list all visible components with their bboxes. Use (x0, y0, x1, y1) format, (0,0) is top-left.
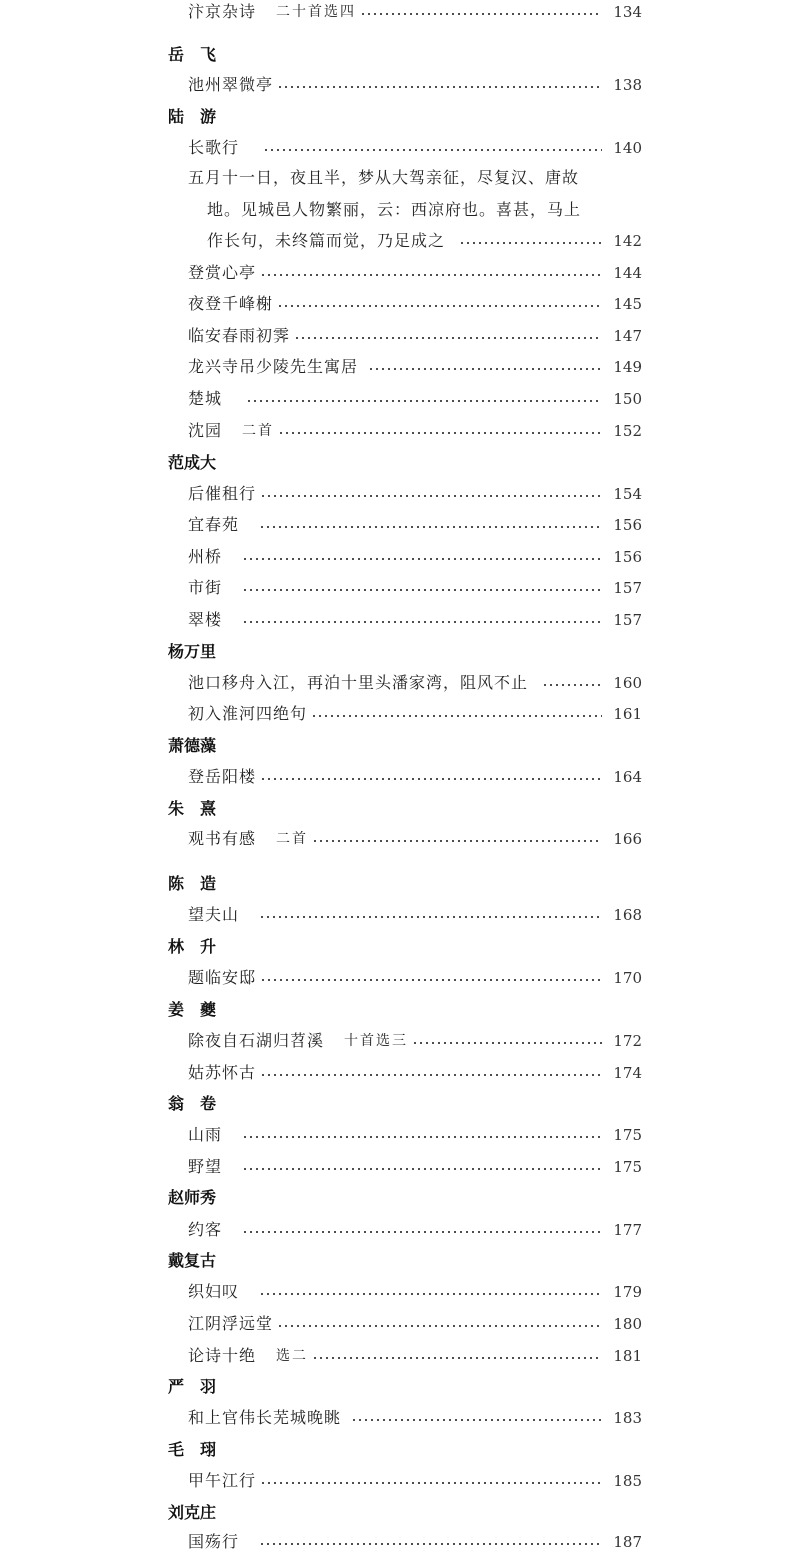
dot-leader (277, 85, 602, 89)
author-heading: 陈 造 (168, 874, 217, 893)
toc-entry[interactable] (188, 389, 642, 409)
dot-leader (242, 1167, 602, 1171)
entry-title: 宜春苑 (188, 515, 240, 534)
dot-leader (259, 525, 602, 529)
entry-page: 156 (613, 516, 642, 534)
dot-leader (260, 273, 602, 277)
dot-leader (277, 304, 602, 308)
dot-leader (360, 12, 602, 16)
entry-note: 二首 (242, 423, 275, 439)
dot-leader (277, 1324, 602, 1328)
entry-page: 149 (613, 358, 642, 376)
dot-leader (260, 494, 602, 498)
entry-title: 翠楼 (188, 610, 223, 629)
toc-entry[interactable] (188, 515, 642, 535)
dot-leader (278, 431, 602, 435)
dot-leader (242, 557, 602, 561)
dot-leader (312, 1356, 602, 1360)
toc-entry[interactable] (188, 968, 642, 988)
toc-entry[interactable] (188, 578, 642, 598)
toc-entry[interactable] (188, 421, 642, 441)
dot-leader (259, 1292, 602, 1296)
toc-entry[interactable] (188, 138, 642, 158)
entry-page: 172 (613, 1032, 642, 1050)
entry-page: 157 (613, 579, 642, 597)
entry-page: 157 (613, 611, 642, 629)
entry-title: 龙兴寺吊少陵先生寓居 (188, 357, 359, 376)
dot-leader (311, 714, 602, 718)
toc-entry[interactable] (188, 1408, 642, 1428)
author-heading: 朱 熹 (168, 799, 217, 818)
author-heading: 陆 游 (168, 107, 217, 126)
dot-leader (242, 588, 602, 592)
toc-entry[interactable] (188, 1031, 642, 1051)
entry-title: 题临安邸 (188, 968, 257, 987)
toc-entry[interactable] (188, 294, 642, 314)
toc-entry[interactable] (188, 326, 642, 346)
entry-note: 选二 (276, 1348, 309, 1364)
toc-entry[interactable] (188, 1314, 642, 1334)
entry-title: 观书有感 (188, 829, 257, 848)
entry-page: 152 (613, 422, 642, 440)
author-heading: 戴复古 (168, 1251, 217, 1270)
toc-entry[interactable] (188, 1063, 642, 1083)
entry-page: 147 (613, 327, 642, 345)
toc-entry[interactable] (188, 704, 642, 724)
entry-title: 沈园 (188, 421, 223, 440)
dot-leader (242, 1135, 602, 1139)
entry-page: 164 (613, 768, 642, 786)
entry-page: 168 (613, 906, 642, 924)
entry-title: 楚城 (188, 389, 223, 408)
entry-page: 154 (613, 485, 642, 503)
toc-entry[interactable] (188, 610, 642, 630)
entry-page: 183 (613, 1409, 642, 1427)
entry-title: 汴京杂诗 (188, 2, 257, 21)
author-heading: 赵师秀 (168, 1188, 217, 1207)
toc-entry[interactable] (188, 357, 642, 377)
entry-page: 174 (613, 1064, 642, 1082)
entry-page: 177 (613, 1221, 642, 1239)
dot-leader (260, 1073, 602, 1077)
dot-leader (542, 683, 602, 687)
entry-page: 134 (613, 3, 642, 21)
entry-title: 池州翠微亭 (188, 75, 274, 94)
entry-title: 市街 (188, 578, 223, 597)
dot-leader (260, 1481, 602, 1485)
entry-title: 江阴浮远堂 (188, 1314, 274, 1333)
entry-page: 170 (613, 969, 642, 987)
entry-title: 长歌行 (188, 138, 240, 157)
toc-entry-title-line: 五月十一日，夜且半，梦从大驾亲征，尽复汉、唐故 (188, 168, 580, 187)
toc-entry[interactable] (188, 263, 642, 283)
entry-note: 二首 (276, 831, 309, 847)
dot-leader (351, 1418, 602, 1422)
author-heading: 姜 夔 (168, 1000, 217, 1019)
author-heading: 严 羽 (168, 1377, 217, 1396)
toc-entry[interactable] (188, 75, 642, 95)
entry-note: 二十首选四 (276, 4, 357, 20)
entry-page: 187 (613, 1533, 642, 1551)
dot-leader (368, 367, 602, 371)
entry-page: 185 (613, 1472, 642, 1490)
author-heading: 范成大 (168, 453, 217, 472)
entry-page: 145 (613, 295, 642, 313)
author-heading: 岳 飞 (168, 45, 217, 64)
entry-page: 140 (613, 139, 642, 157)
entry-page: 180 (613, 1315, 642, 1333)
entry-title: 和上官伟长芜城晚眺 (188, 1408, 342, 1427)
entry-page: 150 (613, 390, 642, 408)
entry-title: 夜登千峰榭 (188, 294, 274, 313)
entry-page: 179 (613, 1283, 642, 1301)
author-heading: 翁 卷 (168, 1094, 217, 1113)
toc-entry[interactable] (188, 1220, 642, 1240)
toc-entry[interactable] (188, 547, 642, 567)
entry-title: 织妇叹 (188, 1282, 240, 1301)
entry-title: 初入淮河四绝句 (188, 704, 308, 723)
entry-title: 姑苏怀古 (188, 1063, 257, 1082)
toc-entry[interactable] (188, 905, 642, 925)
toc-entry[interactable] (188, 1125, 642, 1145)
entry-title: 除夜自石湖归苕溪 (188, 1031, 325, 1050)
dot-leader (263, 148, 602, 152)
toc-entry[interactable] (188, 673, 642, 693)
toc-entry[interactable] (188, 2, 642, 22)
toc-entry[interactable] (188, 829, 642, 849)
entry-title: 国殇行 (188, 1532, 240, 1551)
author-heading: 萧德藻 (168, 736, 217, 755)
toc-entry[interactable] (207, 231, 642, 251)
entry-page: 144 (613, 264, 642, 282)
dot-leader (242, 620, 602, 624)
author-heading: 林 升 (168, 937, 217, 956)
entry-title: 后催租行 (188, 484, 257, 503)
dot-leader (242, 1230, 602, 1234)
entry-page: 156 (613, 548, 642, 566)
entry-title: 甲午江行 (188, 1471, 257, 1490)
toc-entry[interactable] (188, 1282, 642, 1302)
toc-entry[interactable] (188, 484, 642, 504)
author-heading: 杨万里 (168, 642, 217, 661)
entry-title: 望夫山 (188, 905, 240, 924)
entry-page: 175 (613, 1158, 642, 1176)
dot-leader (260, 978, 602, 982)
dot-leader (246, 399, 602, 403)
entry-page: 175 (613, 1126, 642, 1144)
entry-page: 160 (613, 674, 642, 692)
toc-entry[interactable] (188, 1346, 642, 1366)
entry-note: 十首选三 (344, 1033, 409, 1049)
toc-entry[interactable] (188, 767, 642, 787)
entry-title: 州桥 (188, 547, 223, 566)
dot-leader (259, 1542, 602, 1546)
toc-entry[interactable] (188, 1157, 642, 1177)
entry-title: 约客 (188, 1220, 223, 1239)
entry-title: 野望 (188, 1157, 223, 1176)
entry-title: 作长句，未终篇而觉，乃足成之 (207, 231, 446, 250)
entry-title: 池口移舟入江，再泊十里头潘家湾，阻风不止 (188, 673, 529, 692)
dot-leader (312, 839, 602, 843)
entry-title: 登赏心亭 (188, 263, 257, 282)
dot-leader (459, 241, 602, 245)
entry-title: 论诗十绝 (188, 1346, 257, 1365)
toc-entry[interactable] (188, 1532, 642, 1552)
entry-page: 142 (613, 232, 642, 250)
toc-entry[interactable] (188, 1471, 642, 1491)
dot-leader (412, 1041, 602, 1045)
entry-title: 山雨 (188, 1125, 223, 1144)
author-heading: 毛 珝 (168, 1440, 217, 1459)
toc-entry-title-line: 地。见城邑人物繁丽，云：西凉府也。喜甚，马上 (207, 200, 582, 219)
entry-title: 临安春雨初霁 (188, 326, 291, 345)
author-heading: 刘克庄 (168, 1503, 217, 1522)
entry-page: 161 (613, 705, 642, 723)
dot-leader (294, 336, 602, 340)
entry-title: 登岳阳楼 (188, 767, 257, 786)
entry-page: 138 (613, 76, 642, 94)
entry-page: 181 (613, 1347, 642, 1365)
dot-leader (260, 777, 602, 781)
dot-leader (259, 915, 602, 919)
entry-page: 166 (613, 830, 642, 848)
